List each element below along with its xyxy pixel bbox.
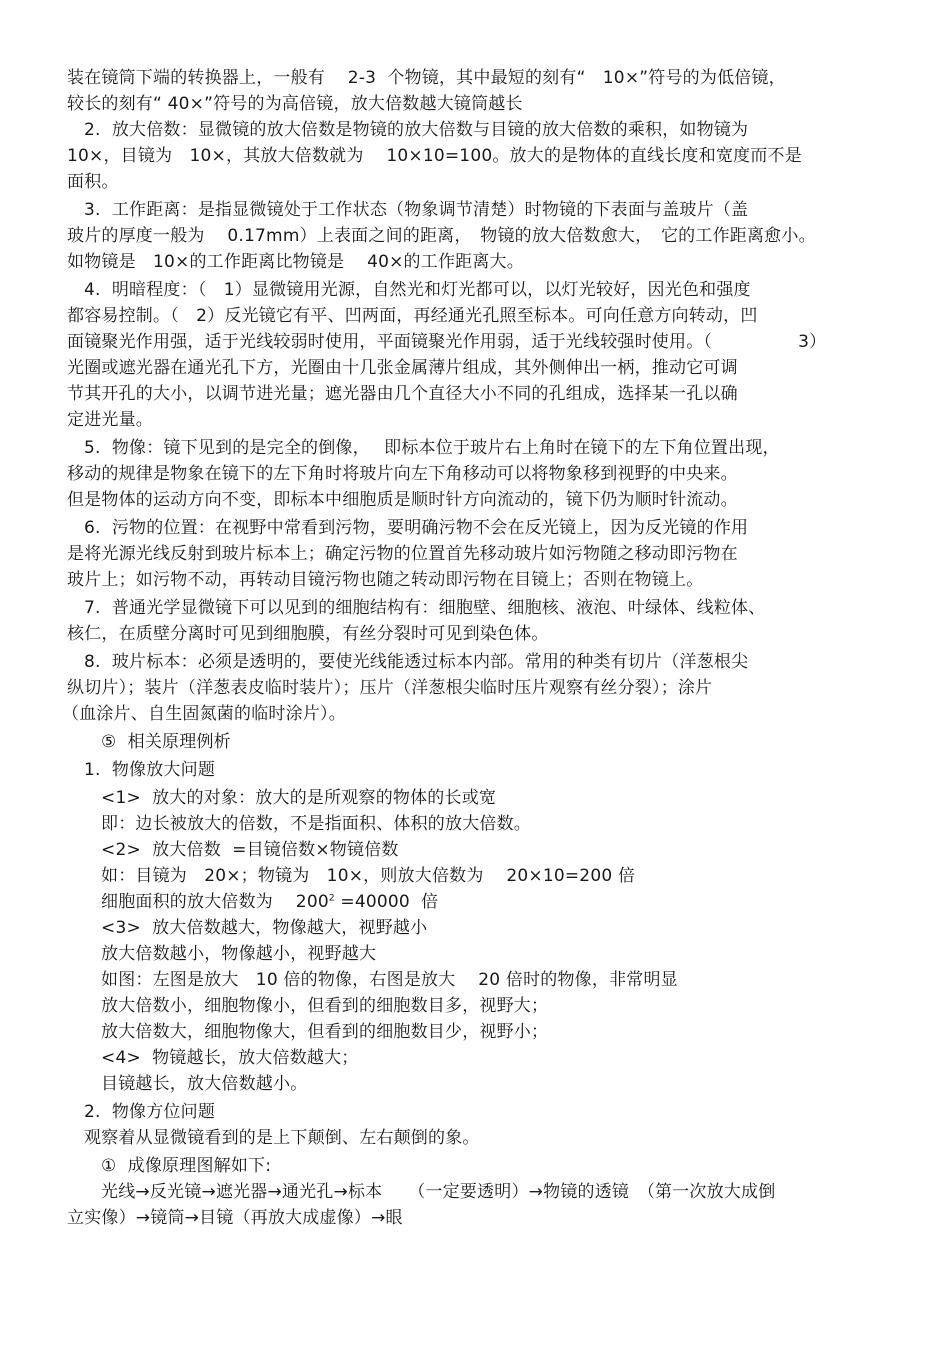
text-line: <1> 放大的对象：放大的是所观察的物体的长或宽 [101, 788, 497, 808]
text-line: 移动的规律是物象在镜下的左下角时将玻片向左下角移动可以将物象移到视野的中央来。 [67, 464, 738, 484]
text-line: 即：边长被放大的倍数，不是指面积、体积的放大倍数。 [101, 814, 531, 834]
text-line: 5. 物像：镜下见到的是完全的倒像， 即标本位于玻片右上角时在镜下的左下角位置出现， [84, 438, 780, 458]
text-line: 光圈或遮光器在通光孔下方，光圈由十几张金属薄片组成，其外侧伸出一柄，推动它可调 [67, 358, 738, 378]
text-line: 4. 明暗程度：（ 1）显微镜用光源，自然光和灯光都可以，以灯光较好，因光色和强度 [84, 280, 751, 300]
text-line: 都容易控制。（ 2）反光镜它有平、凹两面，再经通光孔照至标本。可向任意方向转动，凹 [67, 306, 758, 326]
text-line: 面积。 [67, 172, 119, 192]
text-line: （血涂片、自生固氮菌的临时涂片）。 [62, 704, 346, 724]
text-line: 装在镜筒下端的转换器上，一般有 2-3 个物镜，其中最短的刻有“ 10×”符号的为低倍镜， [67, 68, 786, 88]
text-line: 核仁，在质壁分离时可见到细胞膜，有丝分裂时可见到染色体。 [67, 624, 549, 644]
text-line: 观察着从显微镜看到的是上下颠倒、左右颠倒的象。 [84, 1128, 480, 1148]
area-formula-text: 细胞面积的放大倍数为 200 [101, 892, 329, 912]
area-formula-line [101, 890, 438, 914]
text-line: 8. 玻片标本：必须是透明的，要使光线能透过标本内部。常用的种类有切片（洋葱根尖 [84, 652, 749, 672]
text-line: 是将光源光线反射到玻片标本上；确定污物的位置首先移动玻片如污物随之移动即污物在 [67, 544, 738, 564]
text-line: 玻片的厚度一般为 0.17mm）上表面之间的距离， 物镜的放大倍数愈大， 它的工作距离愈小。 [67, 226, 816, 246]
text-line: 10×，目镜为 10×，其放大倍数就为 10×10=100。放大的是物体的直线长度和宽度而不是 [67, 146, 802, 166]
text-line: 玻片上；如污物不动，再转动目镜污物也随之转动即污物在目镜上；否则在物镜上。 [67, 570, 704, 590]
text-line: 2. 放大倍数：显微镜的放大倍数是物镜的放大倍数与目镜的放大倍数的乘积，如物镜为 [84, 120, 749, 140]
subsection-heading: 1. 物像放大问题 [84, 760, 216, 780]
text-line: <3> 放大倍数越大，物像越大，视野越小 [101, 918, 428, 938]
text-line: <4> 物镜越长，放大倍数越大； [101, 1048, 359, 1068]
text-line: 节其开孔的大小，以调节进光量；遮光器由几个直径大小不同的孔组成，选择某一孔以确 [67, 384, 738, 404]
text-line: 定进光量。 [67, 410, 153, 430]
text-line: 如物镜是 10×的工作距离比物镜是 40×的工作距离大。 [67, 252, 524, 272]
text-line: 光线→反光镜→遮光器→通光孔→标本 （一定要透明）→物镜的透镜 （第一次放大成倒 [101, 1182, 776, 1202]
text-line: 但是物体的运动方向不变，即标本中细胞质是顺时针方向流动的，镜下仍为顺时针流动。 [67, 490, 738, 510]
text-line: 放大倍数小，细胞物像小，但看到的细胞数目多，视野大； [101, 996, 549, 1016]
text-line: ① 成像原理图解如下: [101, 1156, 272, 1176]
text-line: <2> 放大倍数 =目镜倍数×物镜倍数 [101, 840, 399, 860]
text-line: 7. 普通光学显微镜下可以见到的细胞结构有：细胞壁、细胞核、液泡、叶绿体、线粒体、 [84, 598, 766, 618]
text-line: 目镜越长，放大倍数越小。 [101, 1074, 308, 1094]
text-line: 3. 工作距离：是指显微镜处于工作状态（物象调节清楚）时物镜的下表面与盖玻片（盖 [84, 200, 749, 220]
text-line: 如图：左图是放大 10 倍的物像，右图是放大 20 倍时的物像，非常明显 [101, 970, 678, 990]
text-line: 如：目镜为 20×；物镜为 10×，则放大倍数为 20×10=200 倍 [101, 866, 636, 886]
area-formula-result: =40000 倍 [334, 892, 439, 912]
text-line: 放大倍数越小，物像越小，视野越大 [101, 944, 377, 964]
text-line: 6. 污物的位置：在视野中常看到污物，要明确污物不会在反光镜上，因为反光镜的作用 [84, 518, 749, 538]
text-line: 纵切片）；装片（洋葱表皮临时装片）；压片（洋葱根尖临时压片观察有丝分裂）；涂片 [67, 678, 713, 698]
text-line: 面镜聚光作用强，适于光线较弱时使用，平面镜聚光作用弱，适于光线较强时使用。（ 3） [67, 332, 827, 352]
text-line: 立实像）→镜筒→目镜（再放大成虚像）→眼 [67, 1208, 403, 1228]
section-heading: ⑤ 相关原理例析 [101, 732, 231, 752]
subsection-heading: 2. 物像方位问题 [84, 1102, 216, 1122]
text-line: 放大倍数大，细胞物像大，但看到的细胞数目少，视野小； [101, 1022, 549, 1042]
text-line: 较长的刻有“ 40×”符号的为高倍镜，放大倍数越大镜筒越长 [67, 94, 523, 114]
area-formula-exponent: 2 [328, 893, 335, 904]
